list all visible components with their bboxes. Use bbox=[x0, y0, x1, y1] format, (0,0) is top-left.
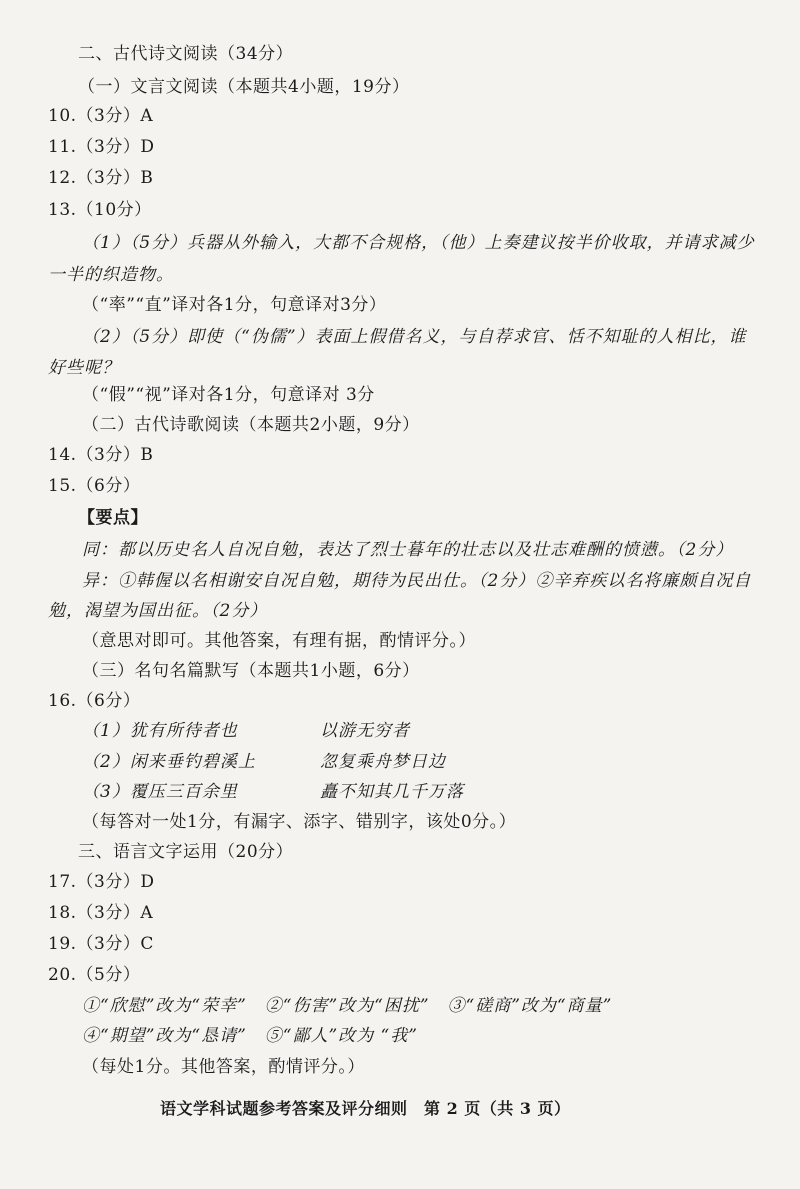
q16-scoring-note: （每答对一处1分，有漏字、添字、错别字，该处0分。） bbox=[82, 812, 517, 832]
subsection-1-title: （一）文言文阅读（本题共4小题，19分） bbox=[78, 77, 410, 97]
q16-answer3-first: （3）覆压三百余里 bbox=[82, 782, 238, 802]
answer-q10: 10.（3分）A bbox=[48, 106, 154, 126]
q16-answer3-second: 矗不知其几千万落 bbox=[320, 782, 464, 802]
q13-part2-line1: （2）（5分）即使（“伪儒”）表面上假借名义，与自荐求官、恬不知耻的人相比，谁 bbox=[82, 327, 747, 347]
q15-similarity: 同：都以历史名人自况自勉，表达了烈士暮年的壮志以及壮志难酬的愤懑。（2分） bbox=[82, 540, 734, 560]
answer-q13: 13.（10分） bbox=[48, 200, 152, 220]
q13-part1-line1: （1）（5分）兵器从外输入，大都不合规格，（他）上奏建议按半价收取，并请求减少 bbox=[82, 233, 755, 253]
q15-difference-line1: 异：①韩偓以名相谢安自况自勉，期待为民出仕。（2分）②辛弃疾以名将廉颇自况自 bbox=[82, 571, 752, 591]
subsection-2-title: （二）古代诗歌阅读（本题共2小题，9分） bbox=[82, 415, 420, 435]
q13-part1-scoring: （“率”“直”译对各1分，句意译对3分） bbox=[82, 295, 387, 315]
answer-q14: 14.（3分）B bbox=[48, 445, 154, 465]
subsection-3-title: （三）名句名篇默写（本题共1小题，6分） bbox=[82, 661, 420, 681]
q16-answer1-second: 以游无穷者 bbox=[320, 721, 410, 741]
answer-q16: 16.（6分） bbox=[48, 691, 141, 711]
q20-answers-line1: ①“欣慰”改为“荣幸” ②“伤害”改为“困扰” ③“磋商”改为“商量” bbox=[82, 996, 613, 1016]
q15-keypoints-label: 【要点】 bbox=[78, 508, 148, 528]
q15-difference-line2: 勉，渴望为国出征。（2分） bbox=[48, 601, 268, 621]
answer-q17: 17.（3分）D bbox=[48, 872, 155, 892]
answer-q15: 15.（6分） bbox=[48, 476, 141, 496]
q20-answers-line2: ④“期望”改为“恳请” ⑤“鄙人”改为 “我” bbox=[82, 1026, 418, 1046]
q16-answer1-first: （1）犹有所待者也 bbox=[82, 721, 238, 741]
section-2-title: 二、古代诗文阅读（34分） bbox=[78, 44, 294, 64]
q13-part2-line2: 好些呢？ bbox=[48, 358, 120, 378]
answer-q18: 18.（3分）A bbox=[48, 903, 154, 923]
q16-answer2-second: 忽复乘舟梦日边 bbox=[320, 752, 446, 772]
q15-scoring-note: （意思对即可。其他答案，有理有据，酌情评分。） bbox=[82, 631, 476, 651]
answer-q19: 19.（3分）C bbox=[48, 934, 154, 954]
q16-answer2-first: （2）闲来垂钓碧溪上 bbox=[82, 752, 256, 772]
q20-scoring-note: （每处1分。其他答案，酌情评分。） bbox=[82, 1057, 365, 1077]
answer-q20: 20.（5分） bbox=[48, 965, 141, 985]
section-3-title: 三、语言文字运用（20分） bbox=[78, 842, 294, 862]
q13-part1-line2: 一半的织造物。 bbox=[48, 265, 174, 285]
page-footer: 语文学科试题参考答案及评分细则 第 2 页（共 3 页） bbox=[160, 1099, 571, 1118]
q13-part2-scoring: （“假”“视”译对各1分，句意译对 3分 bbox=[82, 385, 375, 405]
answer-q11: 11.（3分）D bbox=[48, 137, 155, 157]
answer-q12: 12.（3分）B bbox=[48, 168, 154, 188]
